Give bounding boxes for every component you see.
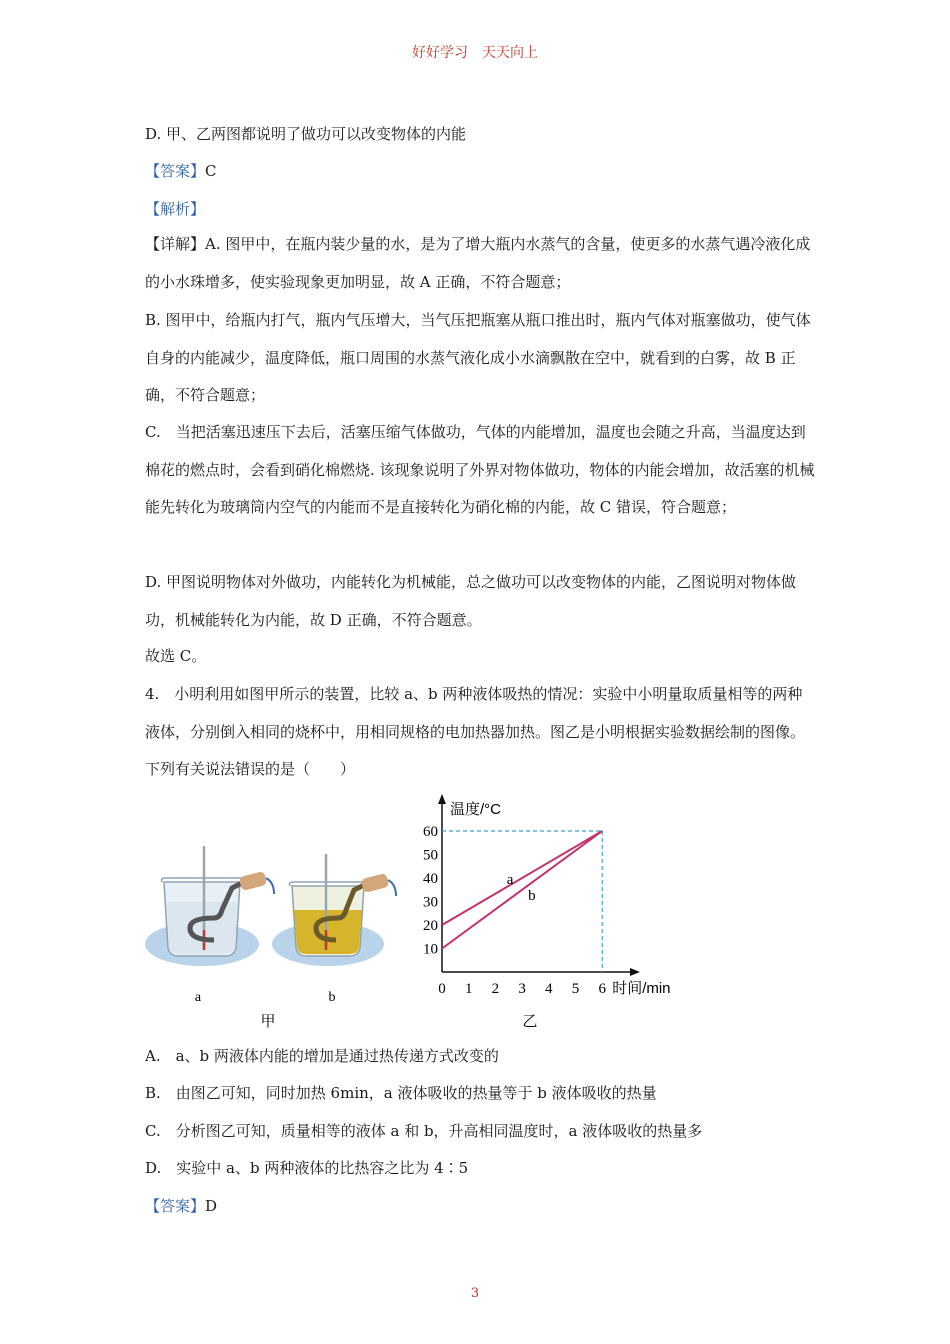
series-label-b: b (528, 887, 536, 904)
beaker-b-illustration (272, 854, 396, 966)
figure-yi-caption: 乙 (522, 1012, 538, 1030)
prev-option-d: D. 甲、乙两图都说明了做功可以改变物体的内能 (145, 125, 467, 143)
x-axis-arrow (630, 968, 640, 976)
prev-answer-line (145, 161, 217, 181)
detail-a-text: A. 图甲中，在瓶内装少量的水，是为了增大瓶内水蒸气的含量，使更多的水蒸气遇冷液化成的小水珠增多，使实验现象更加明显，故 A 正确，不符合题意； (145, 235, 811, 291)
q4-option-d: D. 实验中 a、b 两种液体的比热容之比为 4∶5 (145, 1159, 469, 1177)
detail-d: D. 甲图说明物体对外做功，内能转化为机械能，总之做功可以改变物体的内能，乙图说明对物体做功，机械能转化为内能，故 D 正确，不符合题意。 (145, 573, 797, 629)
q4-option-a: A. a、b 两液体内能的增加是通过热传递方式改变的 (145, 1047, 499, 1065)
page-header: 好好学习 天天向上 (412, 45, 538, 61)
beaker-b-label: b (328, 990, 336, 1005)
answer-value: C (205, 162, 217, 180)
prev-conclusion: 故选 C。 (145, 647, 207, 665)
x-tick-labels (438, 981, 606, 997)
y-tick-label: 40 (423, 871, 438, 887)
series-line-b (442, 831, 602, 949)
page-number: 3 (470, 1286, 480, 1301)
x-tick-label: 3 (518, 981, 526, 997)
x-axis-title: 时间/min (612, 980, 671, 997)
beaker-a-illustration (145, 846, 274, 966)
x-tick-label: 4 (545, 981, 553, 997)
q4-option-c: C. 分析图乙可知，质量相等的液体 a 和 b，升高相同温度时，a 液体吸收的热量多 (145, 1122, 703, 1140)
chart-series (442, 831, 602, 949)
analysis-tag: 【解析】 (145, 200, 206, 218)
y-tick-label: 50 (423, 847, 438, 864)
y-tick-label: 20 (423, 918, 438, 934)
q4-option-b: B. 由图乙可知，同时加热 6min，a 液体吸收的热量等于 b 液体吸收的热量 (145, 1084, 657, 1102)
detail-b: B. 图甲中，给瓶内打气，瓶内气压增大，当气压把瓶塞从瓶口推出时，瓶内气体对瓶塞做功，使气体自身的内能减少，温度降低，瓶口周围的水蒸气液化成小水滴飘散在空中，就看到的白雾，故 B 正确，不符合题意； (145, 311, 811, 404)
beaker-a-label: a (194, 990, 202, 1005)
x-tick-label: 5 (571, 981, 580, 997)
prev-analysis-tag (145, 199, 205, 219)
q4-figure-svg (140, 790, 700, 1035)
x-tick-label: 1 (464, 981, 473, 997)
q4-figure (140, 790, 700, 1039)
detail-c: C. 当把活塞迅速压下去后，活塞压缩气体做功，气体的内能增加，温度也会随之升高，当温度达到棉花的燃点时，会看到硝化棉燃烧. 该现象说明了外界对物体做功，物体的内能会增加，故活塞的机械能先转化为玻璃筒内空气的内能而不是直接转化为硝化棉的内能，故 C 错误，符合题意； (145, 423, 815, 516)
q4-answer-line (145, 1196, 217, 1216)
series-label-a: a (506, 871, 514, 888)
answer-tag: 【答案】 (145, 162, 206, 180)
q4-answer-value: D (205, 1197, 218, 1215)
y-tick-label: 10 (423, 941, 438, 958)
y-axis-title: 温度/°C (450, 801, 501, 818)
q4-answer-tag: 【答案】 (145, 1197, 206, 1215)
y-tick-labels (423, 824, 438, 958)
y-tick-label: 30 (423, 894, 438, 911)
x-tick-label: 0 (438, 981, 446, 997)
figure-jia-caption: 甲 (260, 1012, 276, 1030)
series-line-a (442, 831, 602, 925)
detail-tag: 【详解】 (145, 235, 206, 253)
y-axis-arrow (438, 794, 446, 804)
detail-a (145, 226, 815, 301)
y-tick-label: 60 (423, 824, 438, 840)
temperature-time-chart (423, 794, 671, 997)
x-tick-label: 6 (598, 981, 606, 997)
x-tick-label: 2 (491, 981, 500, 997)
q4-stem: 4. 小明利用如图甲所示的装置，比较 a、b 两种液体吸热的情况：实验中小明量取质量相等的两种液体，分别倒入相同的烧杯中，用相同规格的电加热器加热。图乙是小明根据实验数据绘制的图像。下列有关说法错误的是（ ） (145, 685, 806, 778)
